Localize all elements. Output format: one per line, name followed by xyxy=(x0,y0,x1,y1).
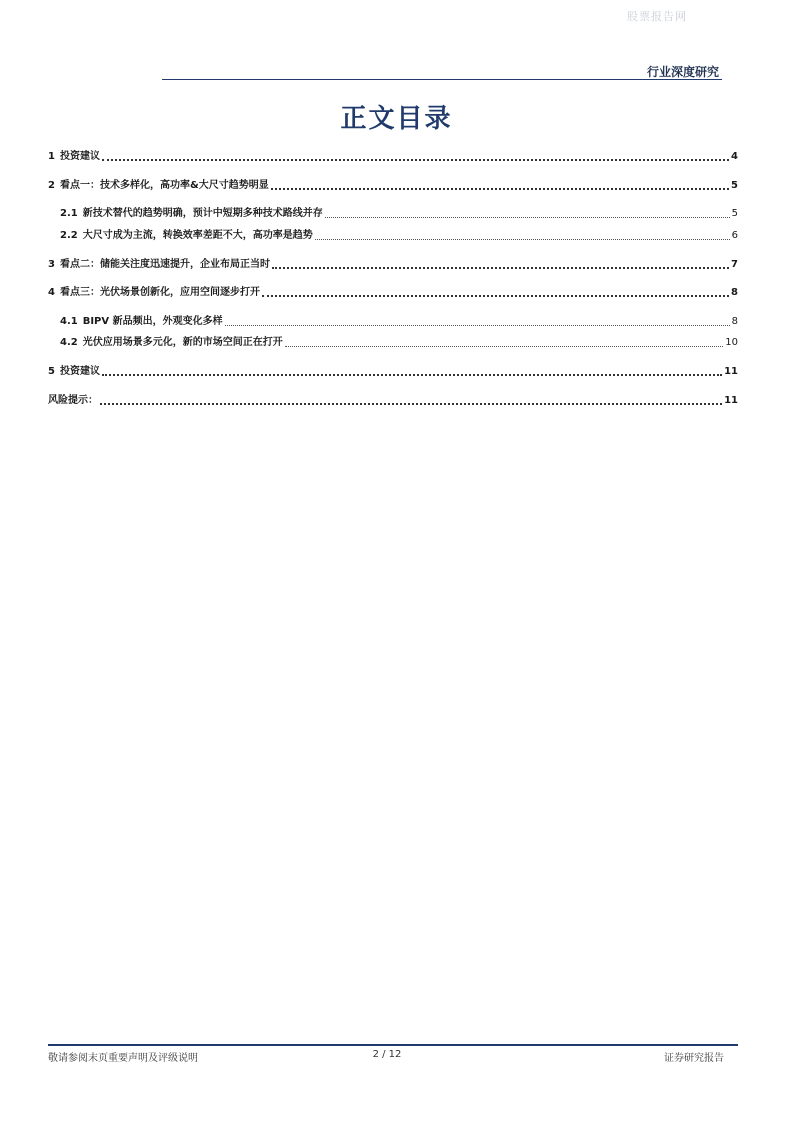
toc-entry-5[interactable] xyxy=(48,363,738,379)
toc-entry-page: 5 xyxy=(731,208,738,219)
toc-entry-number: 5 xyxy=(48,366,55,377)
header-category-label: 行业深度研究 xyxy=(646,65,719,79)
toc-entry-4-1[interactable] xyxy=(60,313,738,329)
toc-entry-page: 8 xyxy=(731,287,738,298)
toc-entry-number: 3 xyxy=(48,259,55,270)
toc-entry-3[interactable] xyxy=(48,256,738,272)
toc-entry-2[interactable] xyxy=(48,177,738,193)
footer-report-type: 证券研究报告 xyxy=(664,1053,724,1064)
toc-entry-page: 7 xyxy=(731,259,738,270)
toc-dot-leader xyxy=(102,374,722,376)
toc-dot-leader xyxy=(271,188,729,190)
footer-divider xyxy=(48,1044,738,1046)
toc-entry-page: 11 xyxy=(724,395,738,406)
page-title: 正文目录 xyxy=(340,104,453,134)
toc-entry-2-2[interactable] xyxy=(60,227,738,243)
toc-entry-number: 4.2 xyxy=(60,337,78,348)
toc-entry-title: BIPV 新品频出，外观变化多样 xyxy=(82,316,223,327)
page-indicator: 2 / 12 xyxy=(372,1049,402,1060)
toc-entry-page: 6 xyxy=(731,230,738,241)
page-footer xyxy=(48,1049,738,1063)
toc-dot-leader xyxy=(102,159,729,161)
toc-dot-leader xyxy=(315,239,730,240)
toc-dot-leader xyxy=(225,325,730,326)
toc-entry-title: 风险提示： xyxy=(48,395,98,406)
footer-disclaimer: 敬请参阅末页重要声明及评级说明 xyxy=(48,1053,198,1064)
toc-dot-leader xyxy=(272,267,729,269)
toc-dot-leader xyxy=(100,403,722,405)
toc-entry-title: 新技术替代的趋势明确，预计中短期多种技术路线并存 xyxy=(82,208,323,219)
toc-entry-page: 11 xyxy=(724,366,738,377)
toc-entry-4-2[interactable] xyxy=(60,334,738,350)
toc-entry-title: 光伏应用场景多元化，新的市场空间正在打开 xyxy=(82,337,283,348)
toc-entry-page: 8 xyxy=(731,316,738,327)
toc-entry-title: 投资建议 xyxy=(59,151,100,162)
toc-entry-risk[interactable] xyxy=(48,392,738,408)
toc-entry-4[interactable] xyxy=(48,284,738,300)
toc-entry-title: 看点三：光伏场景创新化，应用空间逐步打开 xyxy=(59,287,260,298)
toc-dot-leader xyxy=(285,346,724,347)
header-divider xyxy=(162,79,722,80)
toc-entry-page: 4 xyxy=(731,151,738,162)
toc-entry-number: 4 xyxy=(48,287,55,298)
toc-entry-title: 投资建议 xyxy=(59,366,100,377)
toc-entry-number: 2 xyxy=(48,180,55,191)
watermark-text: 股票报告网 xyxy=(627,10,687,23)
toc-entry-2-1[interactable] xyxy=(60,205,738,221)
toc-entry-number: 4.1 xyxy=(60,316,78,327)
toc-dot-leader xyxy=(325,217,730,218)
toc-entry-number: 2.1 xyxy=(60,208,78,219)
toc-dot-leader xyxy=(262,295,729,297)
toc-entry-title: 看点一：技术多样化，高功率&大尺寸趋势明显 xyxy=(59,180,269,191)
toc-entry-1[interactable] xyxy=(48,148,738,164)
toc-entry-title: 大尺寸成为主流，转换效率差距不大，高功率是趋势 xyxy=(82,230,313,241)
toc-entry-number: 2.2 xyxy=(60,230,78,241)
toc-entry-page: 10 xyxy=(725,337,738,348)
toc-entry-page: 5 xyxy=(731,180,738,191)
toc-entry-title: 看点二：储能关注度迅速提升，企业布局正当时 xyxy=(59,259,270,270)
toc-entry-number: 1 xyxy=(48,151,55,162)
